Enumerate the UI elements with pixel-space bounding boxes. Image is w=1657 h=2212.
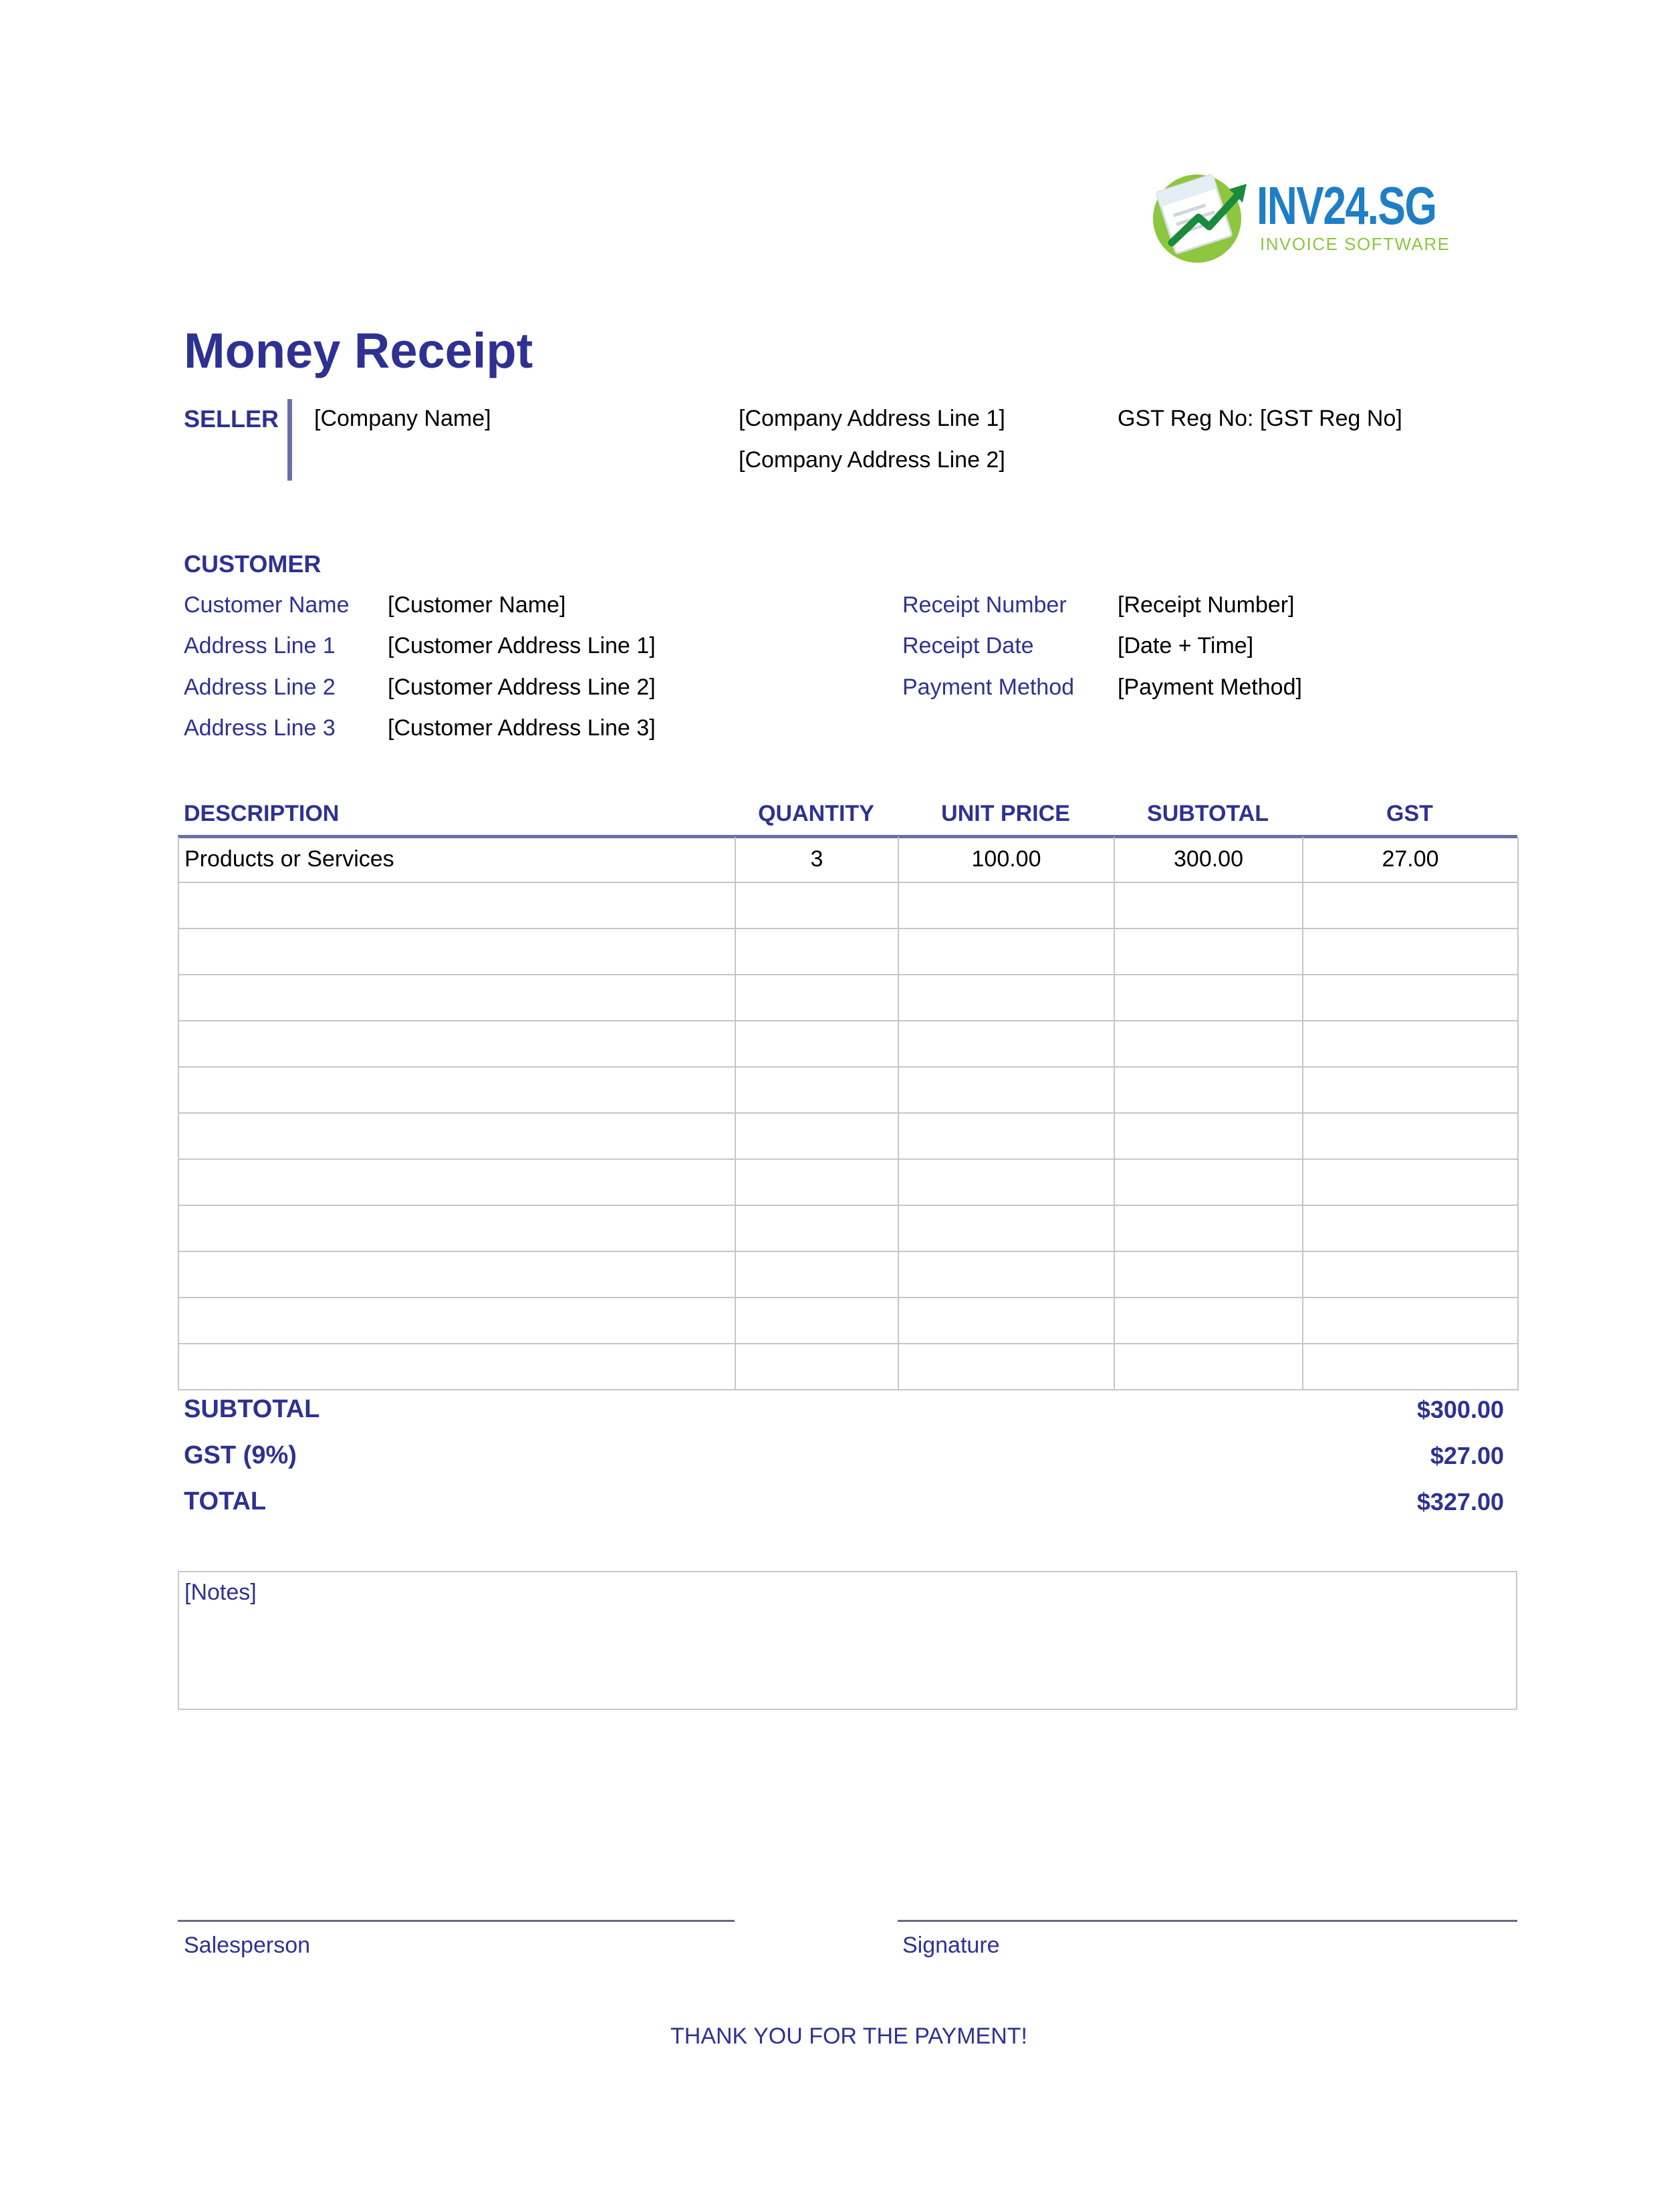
cell-description[interactable]: [178, 1251, 735, 1298]
customer-name-label: Customer Name: [184, 592, 350, 618]
total-value: $327.00: [1416, 1488, 1504, 1515]
cell-quantity[interactable]: [735, 1251, 898, 1298]
cell-gst[interactable]: [1303, 1113, 1518, 1159]
cell-subtotal[interactable]: [1114, 1021, 1303, 1067]
receipt-number-label: Receipt Number: [902, 592, 1067, 618]
seller-company-name: [Company Name]: [314, 406, 491, 431]
cell-description[interactable]: [178, 1344, 735, 1390]
cell-unit-price[interactable]: [898, 975, 1114, 1021]
cell-gst[interactable]: [1303, 882, 1518, 929]
cell-quantity[interactable]: [735, 1298, 898, 1344]
gst-value: $27.00: [1430, 1442, 1504, 1469]
cell-quantity[interactable]: [735, 1021, 898, 1067]
receipt-date-value: [Date + Time]: [1118, 633, 1254, 658]
seller-label: SELLER: [184, 405, 279, 433]
cell-quantity[interactable]: [735, 975, 898, 1021]
seller-address-line-2: [Company Address Line 2]: [739, 447, 1005, 473]
table-row: [178, 1021, 1518, 1067]
payment-method-value: [Payment Method]: [1118, 674, 1302, 700]
header-description: DESCRIPTION: [184, 801, 340, 826]
receipt-date-label: Receipt Date: [902, 633, 1034, 658]
cell-subtotal[interactable]: [1114, 882, 1303, 929]
cell-gst[interactable]: [1303, 929, 1518, 975]
table-row: [178, 975, 1518, 1021]
receipt-number-value: [Receipt Number]: [1118, 592, 1295, 618]
items-table: [178, 837, 1519, 1390]
cell-gst[interactable]: [1303, 1344, 1518, 1390]
cell-description[interactable]: Products or Services: [178, 837, 735, 882]
cell-gst[interactable]: [1303, 1251, 1518, 1298]
cell-description[interactable]: [178, 1067, 735, 1113]
cell-unit-price[interactable]: [898, 1159, 1114, 1205]
customer-address-2-label: Address Line 2: [184, 674, 336, 700]
cell-quantity[interactable]: [735, 1344, 898, 1390]
cell-gst[interactable]: [1303, 975, 1518, 1021]
cell-unit-price[interactable]: 100.00: [898, 837, 1114, 882]
cell-quantity[interactable]: [735, 1067, 898, 1113]
cell-gst[interactable]: [1303, 1205, 1518, 1251]
table-row: [178, 1113, 1518, 1159]
signature-label: Signature: [902, 1933, 1000, 1958]
cell-gst[interactable]: [1303, 1067, 1518, 1113]
cell-description[interactable]: [178, 975, 735, 1021]
cell-quantity[interactable]: [735, 1205, 898, 1251]
cell-gst[interactable]: [1303, 1021, 1518, 1067]
notes-box[interactable]: [178, 1571, 1517, 1710]
customer-heading: CUSTOMER: [184, 550, 322, 578]
customer-address-2-value: [Customer Address Line 2]: [388, 674, 656, 700]
cell-unit-price[interactable]: [898, 882, 1114, 929]
table-row: [178, 882, 1518, 929]
cell-unit-price[interactable]: [898, 1344, 1114, 1390]
thank-you-footer: THANK YOU FOR THE PAYMENT!: [670, 2023, 1027, 2049]
cell-unit-price[interactable]: [898, 1021, 1114, 1067]
logo-emblem-icon: [1145, 162, 1252, 269]
cell-description[interactable]: [178, 1205, 735, 1251]
table-row: [178, 929, 1518, 975]
table-row: [178, 1067, 1518, 1113]
cell-unit-price[interactable]: [898, 1067, 1114, 1113]
cell-gst[interactable]: [1303, 1298, 1518, 1344]
seller-divider: [287, 399, 292, 481]
cell-subtotal[interactable]: [1114, 1159, 1303, 1205]
cell-description[interactable]: [178, 1298, 735, 1344]
customer-name-value: [Customer Name]: [388, 592, 566, 618]
cell-quantity[interactable]: [735, 882, 898, 929]
cell-subtotal[interactable]: [1114, 929, 1303, 975]
header-quantity: QUANTITY: [758, 801, 874, 826]
total-label: TOTAL: [184, 1487, 267, 1515]
logo-wordmark: INV24.SG: [1257, 176, 1436, 235]
cell-quantity[interactable]: [735, 929, 898, 975]
cell-gst[interactable]: [1303, 1159, 1518, 1205]
cell-quantity[interactable]: [735, 1113, 898, 1159]
cell-subtotal[interactable]: [1114, 1298, 1303, 1344]
cell-unit-price[interactable]: [898, 929, 1114, 975]
gst-label: GST (9%): [184, 1441, 297, 1469]
customer-address-1-label: Address Line 1: [184, 633, 336, 658]
customer-address-3-value: [Customer Address Line 3]: [388, 715, 656, 741]
cell-subtotal[interactable]: [1114, 1251, 1303, 1298]
cell-subtotal[interactable]: [1114, 1344, 1303, 1390]
customer-address-1-value: [Customer Address Line 1]: [388, 633, 656, 658]
table-row: [178, 1205, 1518, 1251]
company-logo: [1145, 162, 1459, 269]
cell-subtotal[interactable]: [1114, 975, 1303, 1021]
cell-subtotal[interactable]: [1114, 1067, 1303, 1113]
header-gst: GST: [1386, 801, 1433, 826]
cell-unit-price[interactable]: [898, 1205, 1114, 1251]
cell-quantity[interactable]: 3: [735, 837, 898, 882]
cell-quantity[interactable]: [735, 1159, 898, 1205]
notes-text: [Notes]: [184, 1580, 257, 1605]
salesperson-label: Salesperson: [184, 1933, 311, 1958]
cell-subtotal[interactable]: 300.00: [1114, 837, 1303, 882]
header-subtotal: SUBTOTAL: [1147, 801, 1269, 826]
table-row: [178, 837, 1518, 882]
cell-description[interactable]: [178, 1159, 735, 1205]
customer-address-3-label: Address Line 3: [184, 715, 336, 741]
cell-description[interactable]: [178, 1021, 735, 1067]
table-row: [178, 1251, 1518, 1298]
header-unit-price: UNIT PRICE: [941, 801, 1070, 826]
subtotal-value: $300.00: [1416, 1396, 1504, 1423]
table-row: [178, 1159, 1518, 1205]
salesperson-line: [178, 1920, 735, 1922]
page-title: Money Receipt: [184, 323, 533, 378]
cell-unit-price[interactable]: [898, 1251, 1114, 1298]
table-row: [178, 1298, 1518, 1344]
cell-description[interactable]: [178, 882, 735, 929]
cell-description[interactable]: [178, 1113, 735, 1159]
cell-description[interactable]: [178, 929, 735, 975]
signature-line: [898, 1920, 1517, 1922]
cell-subtotal[interactable]: [1114, 1205, 1303, 1251]
table-row: [178, 1344, 1518, 1390]
logo-tagline: INVOICE SOFTWARE: [1260, 234, 1450, 254]
subtotal-label: SUBTOTAL: [184, 1395, 320, 1423]
cell-unit-price[interactable]: [898, 1113, 1114, 1159]
cell-unit-price[interactable]: [898, 1298, 1114, 1344]
payment-method-label: Payment Method: [902, 674, 1075, 700]
seller-address-line-1: [Company Address Line 1]: [739, 406, 1005, 431]
cell-gst[interactable]: 27.00: [1303, 837, 1518, 882]
cell-subtotal[interactable]: [1114, 1113, 1303, 1159]
seller-gst-reg: GST Reg No: [GST Reg No]: [1118, 406, 1402, 431]
